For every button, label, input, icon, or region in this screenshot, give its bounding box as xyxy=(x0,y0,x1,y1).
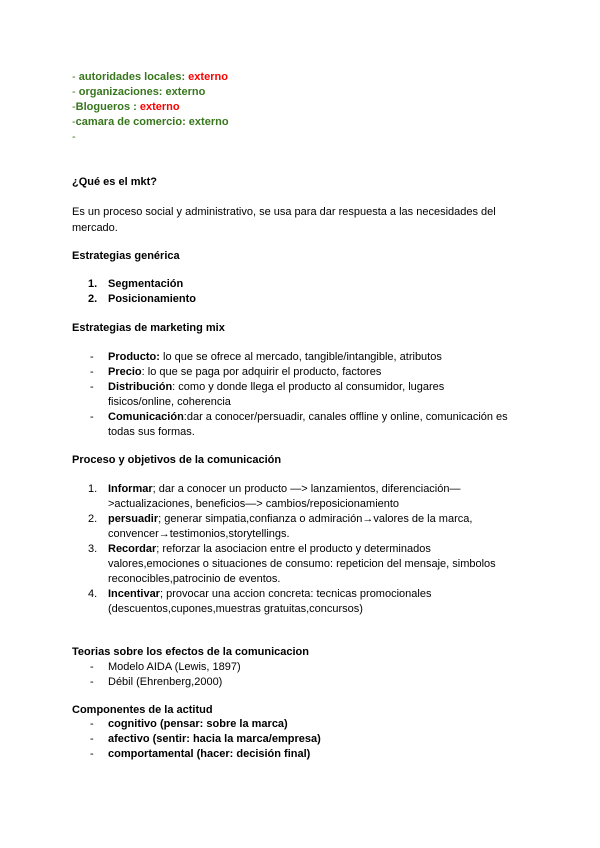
mkt-answer: Es un proceso social y administrativo, se usa para dar respuesta a las necesidades del mercado. xyxy=(72,206,496,234)
generic-heading: Estrategias genérica xyxy=(72,250,180,262)
stakeholder-label: autoridades locales: xyxy=(78,71,186,83)
list-item xyxy=(72,717,512,732)
list-item xyxy=(72,675,512,690)
item-number: 2. xyxy=(88,513,98,525)
list-item xyxy=(72,512,512,542)
list-item xyxy=(72,482,512,512)
item-text: ; reforzar la asociacion entre el producto y determinados valores,emociones o situaciones de consumo: repeticion del mensaje, simbolos reconocibles,patrocinio de eventos. xyxy=(108,543,496,585)
attitude-heading: Componentes de la actitud xyxy=(72,704,213,716)
process-heading: Proceso y objetivos de la comunicación xyxy=(72,454,282,466)
line-prefix: - xyxy=(72,116,76,128)
list-item xyxy=(72,732,512,747)
item-text: :dar a conocer/persuadir, canales offline y online, comunicación es todas sus formas. xyxy=(108,411,508,438)
line-prefix: - xyxy=(72,86,79,98)
item-term: Producto: xyxy=(108,351,160,363)
list-item xyxy=(72,747,512,762)
dash-bullet: - xyxy=(90,351,94,363)
item-text: Débil (Ehrenberg,2000) xyxy=(108,676,223,688)
item-term: Incentivar xyxy=(108,588,160,600)
item-text: : como y donde llega el producto al consumidor, lugares fisicos/online, coherencia xyxy=(108,381,445,408)
mix-heading: Estrategias de marketing mix xyxy=(72,322,225,334)
stakeholder-value: externo xyxy=(139,101,180,113)
theories-list xyxy=(72,660,512,690)
stakeholder-label: camara de comercio: xyxy=(75,116,186,128)
stakeholder-label: Blogueros : xyxy=(75,101,137,113)
mix-list xyxy=(72,350,512,440)
item-term: Recordar xyxy=(108,543,157,555)
item-text: ; provocar una accion concreta: tecnicas promocionales (descuentos,cupones,muestras gratuitas,concursos) xyxy=(108,588,432,615)
theories-heading: Teorias sobre los efectos de la comunicacion xyxy=(72,646,309,658)
item-text: Posicionamiento xyxy=(108,293,197,305)
item-text: ; dar a conocer un producto —> lanzamientos, diferenciación—>actualizaciones, beneficios—> cambios/reposicionamiento xyxy=(108,483,461,510)
item-term: Precio xyxy=(108,366,142,378)
item-term: persuadir xyxy=(108,513,159,525)
item-number: 2. xyxy=(88,293,98,305)
item-text: ; generar simpatia,confianza o admiración→valores de la marca, convencer→testimonios,storytellings. xyxy=(108,513,473,540)
stakeholder-value: externo xyxy=(188,116,229,128)
item-number: 4. xyxy=(88,588,98,600)
list-item xyxy=(72,660,512,675)
stakeholder-line xyxy=(72,100,512,115)
list-item xyxy=(72,410,512,440)
item-text: Segmentación xyxy=(108,278,184,290)
dash-bullet: - xyxy=(90,411,94,423)
line-prefix: - xyxy=(72,71,79,83)
dash-bullet: - xyxy=(90,381,94,393)
list-item xyxy=(72,350,512,365)
list-item xyxy=(72,380,512,410)
item-number: 1. xyxy=(88,278,98,290)
dash-bullet: - xyxy=(90,718,94,730)
trailing-dash: - xyxy=(72,131,76,143)
stakeholder-line xyxy=(72,85,512,100)
dash-bullet: - xyxy=(90,676,94,688)
dash-bullet: - xyxy=(90,748,94,760)
stakeholder-line xyxy=(72,70,512,85)
mkt-question: ¿Qué es el mkt? xyxy=(72,176,157,188)
item-text: lo que se ofrece al mercado, tangible/intangible, atributos xyxy=(159,351,442,363)
item-text: Modelo AIDA (Lewis, 1897) xyxy=(108,661,241,673)
stakeholder-line xyxy=(72,115,512,130)
item-term: Distribución xyxy=(108,381,173,393)
stakeholder-label: organizaciones: xyxy=(78,86,163,98)
item-term: Informar xyxy=(108,483,153,495)
attitude-list xyxy=(72,717,512,762)
dash-bullet: - xyxy=(90,661,94,673)
stakeholder-value: externo xyxy=(165,86,206,98)
item-number: 3. xyxy=(88,543,98,555)
item-text: comportamental (hacer: decisión final) xyxy=(108,748,311,760)
item-text: : lo que se paga por adquirir el producto, factores xyxy=(141,366,382,378)
item-text: cognitivo (pensar: sobre la marca) xyxy=(108,718,288,730)
list-item xyxy=(72,365,512,380)
item-term: Comunicación xyxy=(108,411,184,423)
list-item xyxy=(72,292,512,307)
item-text: afectivo (sentir: hacia la marca/empresa) xyxy=(108,733,321,745)
line-prefix: - xyxy=(72,101,76,113)
item-number: 1. xyxy=(88,483,98,495)
stakeholder-value: externo xyxy=(188,71,228,83)
list-item xyxy=(72,542,512,587)
process-list xyxy=(72,482,512,617)
generic-list xyxy=(72,277,512,307)
list-item xyxy=(72,587,512,617)
stakeholder-list xyxy=(72,70,512,145)
list-item xyxy=(72,277,512,292)
dash-bullet: - xyxy=(90,733,94,745)
dash-bullet: - xyxy=(90,366,94,378)
